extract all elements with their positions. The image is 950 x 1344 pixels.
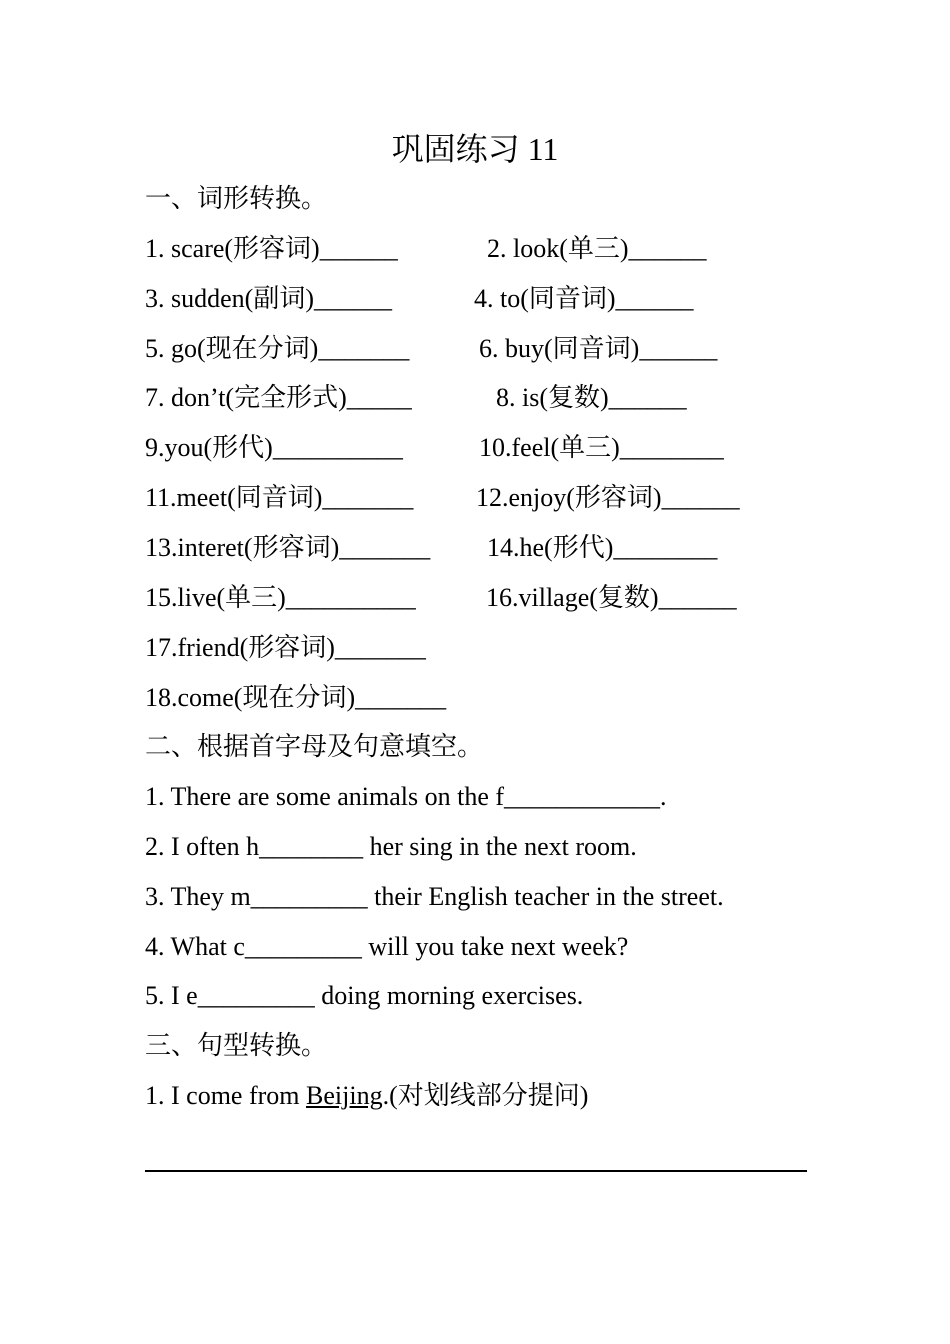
word-form-item-6: 6. buy(同音词)______ <box>479 334 718 363</box>
word-form-item-18: 18.come(现在分词)_______ <box>145 683 447 712</box>
answer-line <box>145 1170 807 1172</box>
word-form-item-3: 3. sudden(副词)______ <box>145 284 392 313</box>
word-form-row-1 <box>145 231 845 267</box>
word-form-item-9: 9.you(形代)__________ <box>145 433 403 462</box>
word-form-item-4: 4. to(同音词)______ <box>474 284 694 313</box>
word-form-item-15: 15.live(单三)__________ <box>145 583 416 612</box>
word-form-item-7: 7. don’t(完全形式)_____ <box>145 383 412 412</box>
word-form-item-8: 8. is(复数)______ <box>496 383 687 412</box>
word-form-item-5: 5. go(现在分词)_______ <box>145 334 410 363</box>
word-form-row-5 <box>145 430 845 466</box>
word-form-item-14: 14.he(形代)________ <box>487 533 718 562</box>
word-form-row-6 <box>145 480 845 516</box>
transform-question-1 <box>145 1078 588 1114</box>
word-form-item-12: 12.enjoy(形容词)______ <box>476 483 740 512</box>
word-form-row-7 <box>145 530 845 566</box>
section1-heading: 一、词形转换。 <box>145 184 328 213</box>
word-form-row-3 <box>145 331 845 367</box>
fill-in-item-1: 1. There are some animals on the f____________. <box>145 782 667 811</box>
word-form-item-11: 11.meet(同音词)_______ <box>145 483 414 512</box>
word-form-item-2: 2. look(单三)______ <box>487 234 707 263</box>
word-form-item-16: 16.village(复数)______ <box>486 583 737 612</box>
fill-in-item-5: 5. I e_________ doing morning exercises. <box>145 981 584 1010</box>
page-title: 巩固练习 11 <box>391 131 559 167</box>
fill-in-item-2: 2. I often h________ her sing in the next room. <box>145 832 637 861</box>
word-form-item-13: 13.interet(形容词)_______ <box>145 533 431 562</box>
word-form-row-2 <box>145 281 845 317</box>
word-form-item-17: 17.friend(形容词)_______ <box>145 633 426 662</box>
word-form-item-10: 10.feel(单三)________ <box>479 433 724 462</box>
transform-question-1-after: .(对划线部分提问) <box>382 1081 589 1110</box>
transform-question-1-before: 1. I come from <box>145 1081 307 1110</box>
section2-heading: 二、根据首字母及句意填空。 <box>145 732 484 761</box>
fill-in-item-3: 3. They m_________ their English teacher in the street. <box>145 882 724 911</box>
underlined-word: Beijing <box>306 1081 383 1110</box>
word-form-row-8 <box>145 580 845 616</box>
word-form-item-1: 1. scare(形容词)______ <box>145 234 398 263</box>
word-form-row-4 <box>145 380 845 416</box>
section3-heading: 三、句型转换。 <box>145 1031 328 1060</box>
fill-in-item-4: 4. What c_________ will you take next week? <box>145 932 629 961</box>
